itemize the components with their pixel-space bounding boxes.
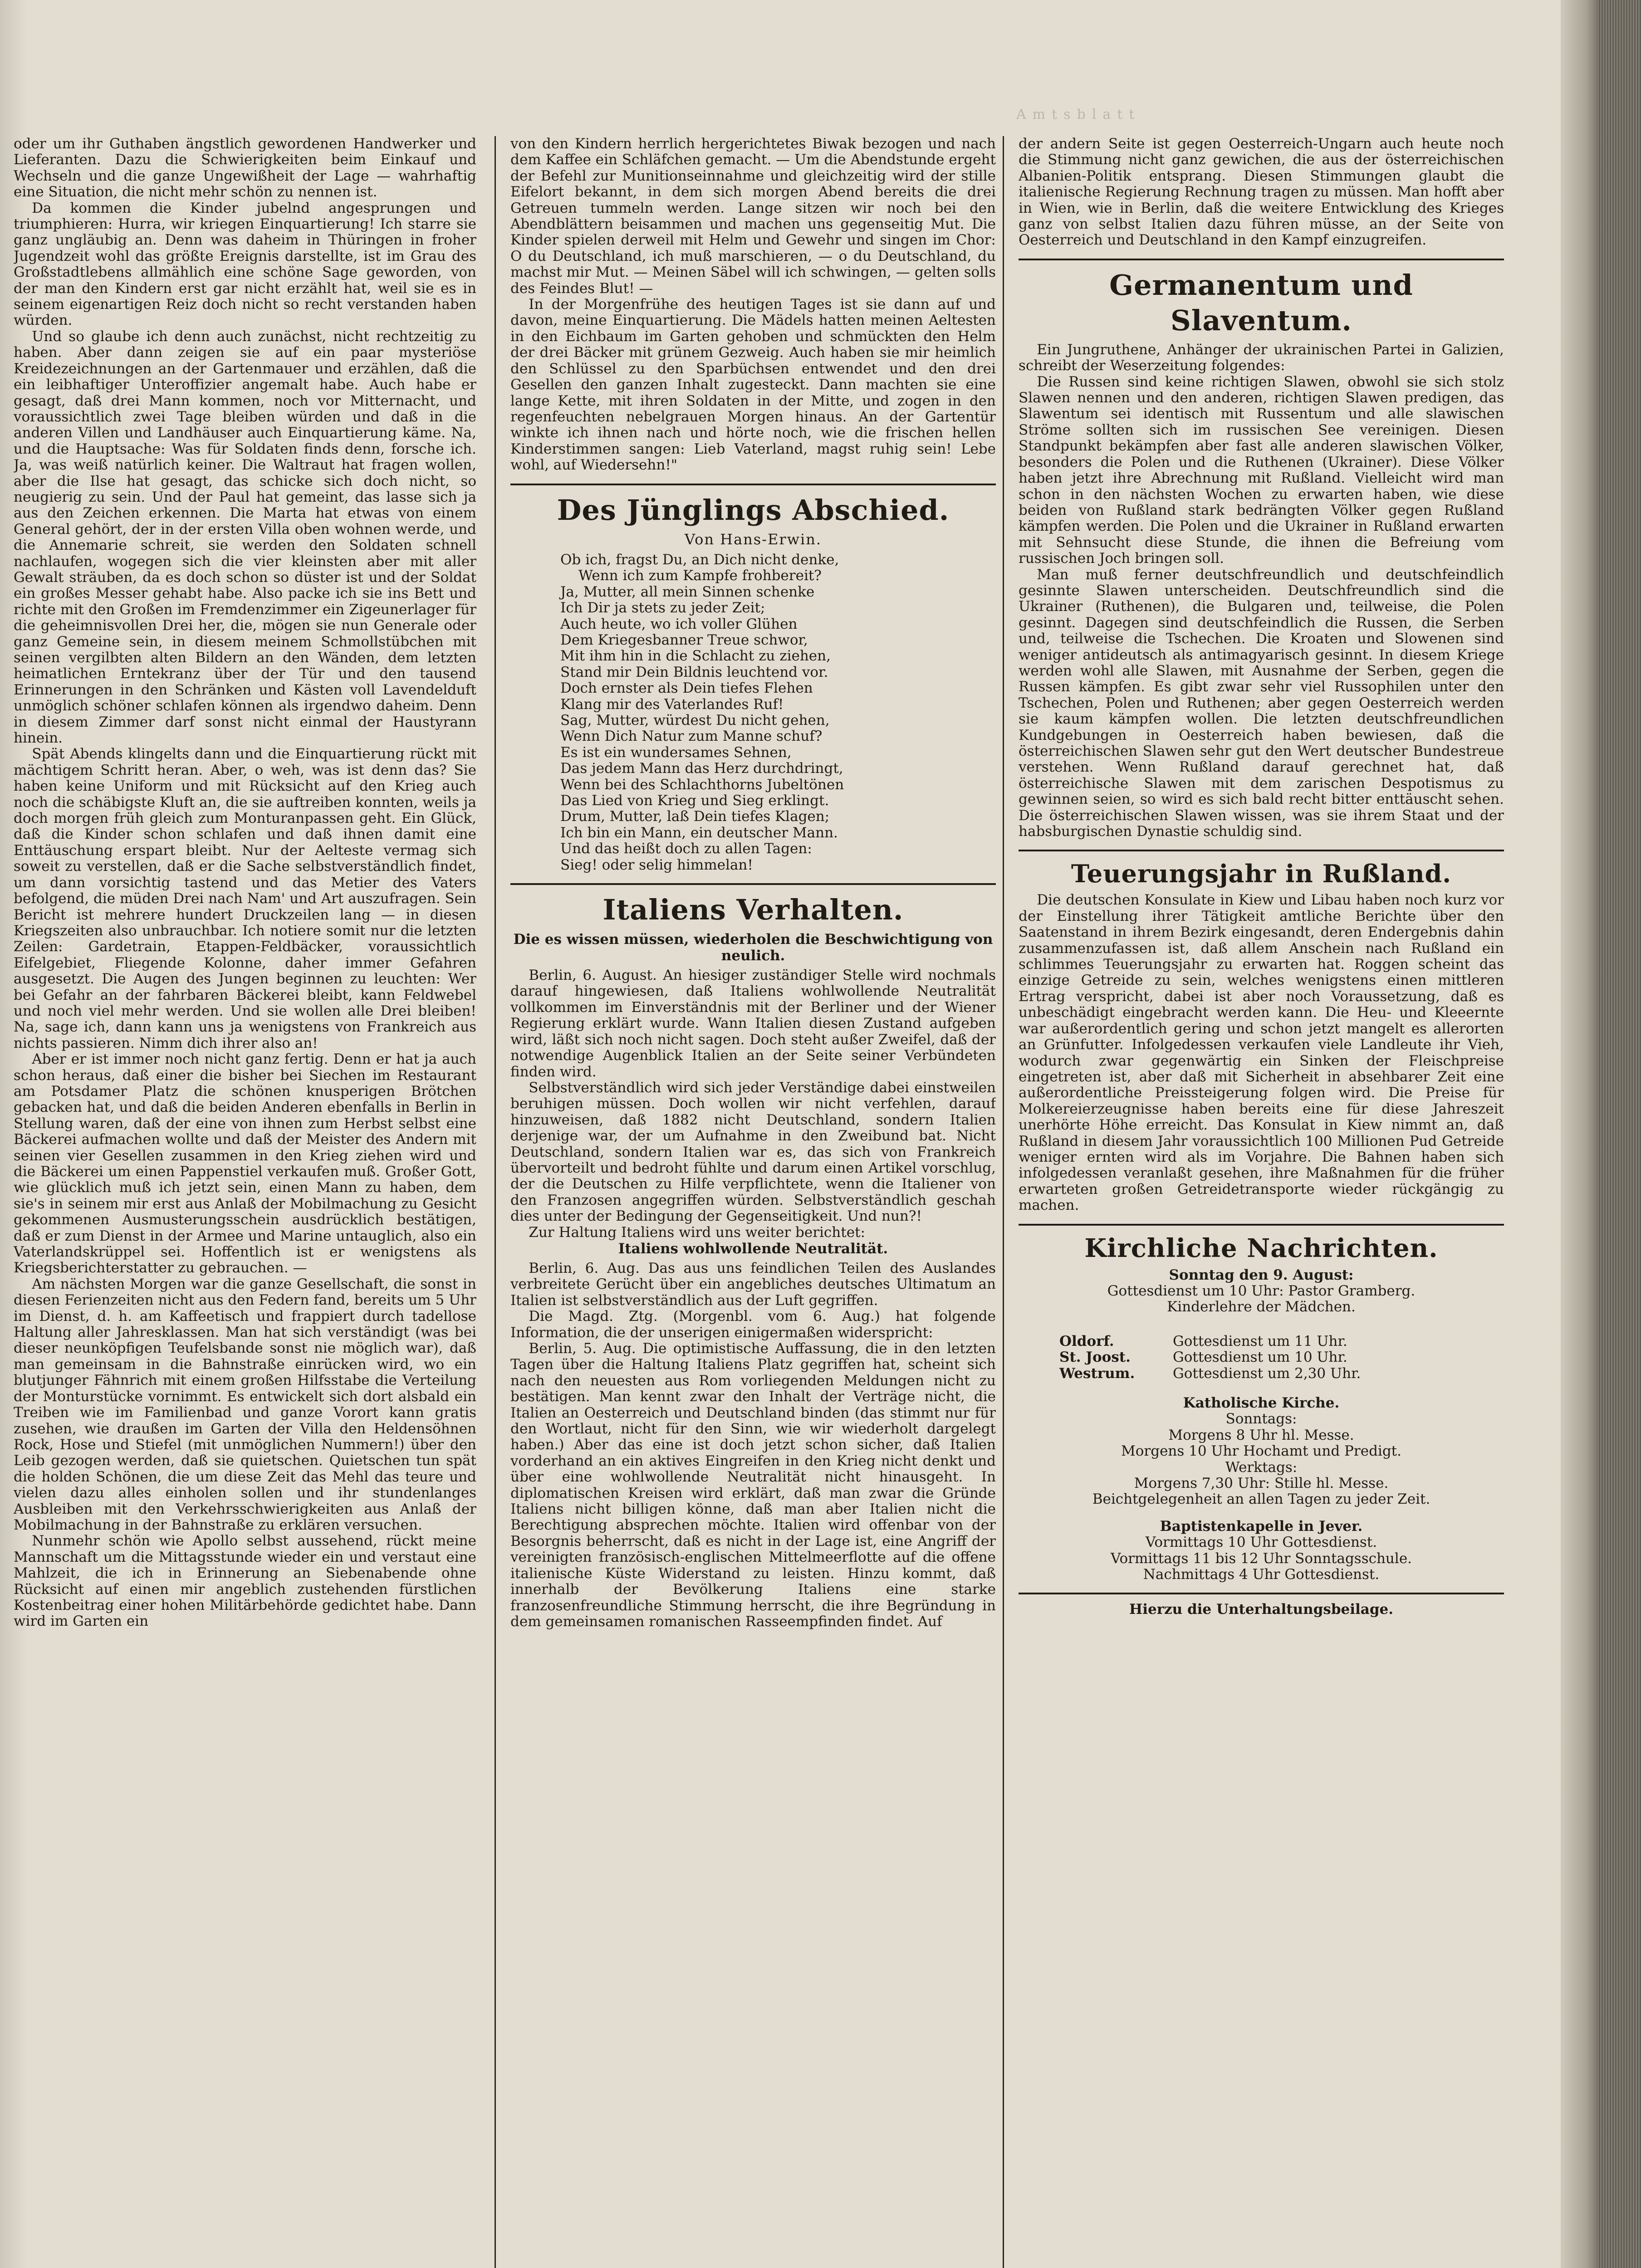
church-line: Kinderlehre der Mädchen. bbox=[1167, 1299, 1356, 1315]
article-paragraph: Die Magd. Ztg. (Morgenbl. vom 6. Aug.) hat folgende Information, die der unserigen einigermaßen widerspricht: bbox=[510, 1308, 996, 1341]
poem-line: Auch heute, wo ich voller Glühen bbox=[560, 616, 798, 632]
article-paragraph: Berlin, 5. Aug. Die optimistische Auffassung, die in den letzten Tagen über die Haltung Italiens Platz gegriffen hat, scheint sich nach den neuesten aus Rom vorliegenden Meldungen nicht zu bestätigen. Man kennt zwar den Inhalt der Verträge nicht, die Italien an Oesterreich und Deutschland binden (das stimmt nur für den Wortlaut, nicht für den Sinn, wie wir wiederholt dargelegt haben.) Aber das eine ist doch jetzt schon sicher, daß Italien vorderhand an ein aktives Eingreifen in den Krieg nicht denkt und über eine wohlwollende Neutralität nicht hinausgeht. In diplomatischen Kreisen wird erklärt, daß man zwar die Gründe Italiens nicht billigen könne, daß man aber Italien nicht die Berechtigung absprechen möchte. Italien wird offenbar von der Besorgnis beherrscht, daß es nicht in der Lage ist, eine Angriff der vereinigten französisch-englischen Mittelmeerflotte auf die offene italienische Küste Widerstand zu leisten. Hinzu kommt, daß innerhalb der Bevölkerung Italiens eine starke franzosenfreundliche Stimmung herrscht, die ihre Begründung in dem gemeinsamen romanischen Rasseempfinden findet. Auf bbox=[510, 1340, 996, 1630]
book-spine-shadow bbox=[1561, 0, 1597, 2268]
poem-line: Ich bin ein Mann, ein deutscher Mann. bbox=[560, 824, 838, 841]
church-line: Morgens 7,30 Uhr: Stille hl. Messe. bbox=[1134, 1475, 1389, 1492]
article-paragraph: Zur Haltung Italiens wird uns weiter berichtet: bbox=[529, 1224, 865, 1241]
church-notices-title: Kirchliche Nachrichten. bbox=[1084, 1233, 1438, 1263]
church-line: Morgens 8 Uhr hl. Messe. bbox=[1168, 1427, 1354, 1443]
church-service: Gottesdienst um 10 Uhr. bbox=[1173, 1349, 1347, 1366]
poem-line: Das Lied von Krieg und Sieg erklingt. bbox=[560, 792, 829, 809]
poem-line: Sag, Mutter, würdest Du nicht gehen, bbox=[560, 712, 830, 728]
poem-line: Das jedem Mann das Herz durchdringt, bbox=[560, 760, 843, 777]
article-paragraph: Nunmehr schön wie Apollo selbst aussehend, rückt meine Mannschaft um die Mittagsstunde wieder ein und verstaut eine Mahlzeit, die ich in Erinnerung an Siebenabende ohne Rücksicht auf einen mir angeblich zustehenden fürstlichen Kostenbeitrag einer hohen Militärbehörde gedichtet habe. Dann wird im Garten ein bbox=[14, 1533, 476, 1630]
poem-line: Sieg! oder selig himmelan! bbox=[560, 856, 753, 873]
article-paragraph: von den Kindern herrlich hergerichtetes Biwak bezogen und nach dem Kaffee ein Schläfchen gemacht. — Um die Abendstunde ergeht der Befehl zur Munitionseinnahme und gleichzeitig wird der stille Eifelort bekannt, in dem sich morgen Abend bereits die drei Getreuen tummeln werden. Lange sitzen wir noch bei den Abendblättern beisammen und machen uns gegenseitig Mut. Die Kinder spielen derweil mit Helm und Gewehr und singen im Chor: O du Deutschland, ich muß marschieren, — o du Deutschland, du machst mir Mut. — Meinen Säbel will ich schwingen, — gelten solls des Feindes Blut! — bbox=[510, 136, 996, 297]
article-paragraph: Die deutschen Konsulate in Kiew und Libau haben noch kurz vor der Einstellung ihrer Tätigkeit amtliche Berichte über den Saatenstand in ihrem Bezirk eingesandt, deren Endergebnis dahin zusammenzufassen ist, daß allem Anschein nach Rußland ein schlimmes Teuerungsjahr zu erwarten hat. Roggen scheint das einzige Getreide zu sein, welches wenigstens einen mittleren Ertrag verspricht, dabei ist aber noch Voraussetzung, daß es unbeschädigt eingebracht werden kann. Die Heu- und Kleeernte war außerordentlich gering und schon jetzt mangelt es allerorten an Grünfutter. Infolgedessen verkaufen viele Landleute ihr Vieh, wodurch zwar gegenwärtig ein Sinken der Fleischpreise eingetreten ist, aber daß mit Sicherheit in absehbarer Zeit eine außerordentliche Preissteigerung folgen wird. Die Preise für Molkereierzeugnisse haben bereits eine für diese Jahreszeit unerhörte Höhe erreicht. Das Konsulat in Kiew nimmt an, daß Rußland in diesem Jahr voraussichtlich 100 Millionen Pud Getreide weniger ernten wird als im Vorjahre. Die Bahnen haben sich infolgedessen veranlaßt gesehen, ihre Maßnahmen für die früher erwarteten großen Getreidetransporte wieder rückgängig zu machen. bbox=[1019, 892, 1504, 1214]
supplement-note: Hierzu die Unterhaltungsbeilage. bbox=[1129, 1601, 1394, 1618]
page-edges bbox=[1597, 0, 1641, 2268]
church-service: Gottesdienst um 2,30 Uhr. bbox=[1173, 1365, 1361, 1382]
church-place: St. Joost. bbox=[1059, 1349, 1131, 1366]
column-3 bbox=[1019, 136, 1504, 2268]
poem-line: Mit ihm hin in die Schlacht zu ziehen, bbox=[560, 648, 831, 665]
article-paragraph: Berlin, 6. August. An hiesiger zuständiger Stelle wird nochmals darauf hingewiesen, daß Italiens wohlwollende Neutralität vollkommen im Einverständnis mit der Berliner und der Wiener Regierung erklärt wurde. Wann Italien diesen Zustand aufgeben wird, läßt sich noch nicht sagen. Doch steht außer Zweifel, daß der notwendige Augenblick Italien an der Seite seiner Verbündeten finden wird. bbox=[510, 967, 996, 1080]
article-paragraph: Und so glaube ich denn auch zunächst, nicht rechtzeitig zu haben. Aber dann zeigen sie auf ein paar mysteriöse Kreidezeichnungen an der Gartenmauer und erzählen, daß die ein leibhaftiger Unteroffizier angemalt habe. Auch habe er gesagt, daß drei Mann kommen, noch vor Mitternacht, und voraussichtlich zwei Tage bleiben würden und daß in die anderen Villen und Landhäuser auch Einquartierung käme. Na, und die Hauptsache: Was für Soldaten finds denn, forsche ich. Ja, was weiß natürlich keiner. Die Waltraut hat fragen wollen, aber die Ilse hat gesagt, das schicke sich doch nicht, so neugierig zu sein. Und der Paul hat gemeint, das lasse sich ja aus den Zeichen erkennen. Die Marta hat etwas von einem General gehört, der in der ersten Villa oben wohnen werde, und die Annemarie schreit, sie werden den Soldaten schnell nachlaufen, wogegen sich die vier kleinsten aber mit aller Gewalt sträuben, da es doch schon so düster ist und der Soldat ein großes Messer gehabt habe. Also packe ich sie ins Bett und richte mit den Großen im Fremdenzimmer ein Zigeunerlager für die geheimnisvollen Drei her, die, mögen sie nun Generale oder ganz Gemeine sein, in diesem meinem Schmollstübchen mit seinen vergilbten alten Bildern an den Wänden, dem letzten heimatlichen Erntekranz über der Tür und den tausend Erinnerungen in den Schränken und Kästen voll Lavendelduft unmöglich schöner schlafen können als irgendwo daheim. Denn in diesem Zimmer darf sonst nicht einmal der Haustyrann hinein. bbox=[14, 328, 476, 747]
section-divider bbox=[1019, 1224, 1504, 1226]
poem-line: Wenn Dich Natur zum Manne schuf? bbox=[560, 728, 823, 745]
section-divider bbox=[1019, 259, 1504, 260]
church-line: Vormittags 10 Uhr Gottesdienst. bbox=[1145, 1534, 1377, 1551]
poem-byline: Von Hans-Erwin. bbox=[684, 530, 822, 548]
church-line: Nachmittags 4 Uhr Gottesdienst. bbox=[1143, 1566, 1380, 1583]
article-subheadline: Die es wissen müssen, wiederholen die Beschwichtigung von neulich. bbox=[513, 931, 993, 964]
catholic-church-title: Katholische Kirche. bbox=[1183, 1395, 1340, 1411]
baptist-chapel-title: Baptistenkapelle in Jever. bbox=[1160, 1518, 1363, 1535]
article-headline: Italiens Verhalten. bbox=[603, 893, 904, 927]
article-headline: Teuerungsjahr in Rußland. bbox=[1071, 859, 1452, 889]
column-rule bbox=[1003, 136, 1004, 2268]
article-paragraph: Die Russen sind keine richtigen Slawen, obwohl sie sich stolz Slawen nennen und den anderen, richtigen Slawen predigen, das Slawentum sei identisch mit Russentum und alle slawischen Ströme sollten sich im russischen See vereinigen. Diesen Standpunkt bekämpfen aber fast alle anderen slawischen Völker, besonders die Polen und die Ruthenen (Ukrainer). Diese Völker haben jetzt ihre Abrechnung mit Rußland. Vielleicht wird man schon in den nächsten Wochen zu erwarten haben, wie diese beiden von Rußland stark bedrängten Völker gegen Rußland kämpfen werden. Die Polen und die Ukrainer in Rußland erwarten mit Sehnsucht diese Stunde, die ihnen die Befreiung vom russischen Joch bringen soll. bbox=[1019, 373, 1504, 567]
poem bbox=[560, 552, 996, 873]
column-2 bbox=[510, 136, 996, 2268]
poem-line: Ich Dir ja stets zu jeder Zeit; bbox=[560, 600, 765, 616]
poem-line: Dem Kriegesbanner Treue schwor, bbox=[560, 631, 808, 648]
poem-line: Klang mir des Vaterlandes Ruf! bbox=[560, 696, 784, 713]
section-divider bbox=[510, 883, 996, 885]
column-rule bbox=[495, 136, 496, 2268]
poem-line: Wenn bei des Schlachthorns Jubeltönen bbox=[560, 776, 844, 793]
article-paragraph: Selbstverständlich wird sich jeder Verständige dabei einstweilen beruhigen müssen. Doch wollen wir nicht verfehlen, darauf hinzuweisen, daß 1882 nicht Deutschland, sondern Italien derjenige war, der um Aufnahme in den Zweibund bat. Nicht Deutschland, sondern Italien war es, das sich von Frankreich übervorteilt und bedroht fühlte und darum einen Artikel vorschlug, der die Deutschen zu Hilfe verpflichtete, wenn die Italiener von den Franzosen angegriffen würden. Selbstverständlich geschah dies unter der Bedingung der Gegenseitigkeit. Und nun?! bbox=[510, 1079, 996, 1225]
church-place: Westrum. bbox=[1059, 1365, 1135, 1382]
poem-line: Ja, Mutter, all mein Sinnen schenke bbox=[560, 583, 815, 600]
poem-line: Ob ich, fragst Du, an Dich nicht denke, bbox=[560, 551, 839, 568]
church-place-row bbox=[1019, 1366, 1504, 1382]
article-paragraph: Am nächsten Morgen war die ganze Gesellschaft, die sonst in diesen Ferienzeiten nicht aus den Federn fand, bereits um 5 Uhr im Dienst, d. h. am Kaffeetisch und frappiert durch tadellose Haltung aller Jahresklassen. Man hat sich verständigt (was bei dieser neunköpfigen Teufelsbande sonst nie möglich war), daß man gemeinsam in die Bahnstraße einrücken wird, wo ein blutjunger Fähnrich mit einem großen Hilfsstabe die Verteilung der Monturstücke vornimmt. Es entwickelt sich dort alsbald ein Treiben wie im Familienbad und ganze Vorort kann gratis zusehen, wie draußen im Garten der Villa den Heldensöhnen Rock, Hose und Stiefel (mit unmöglichen Nummern!) über den Leib gezogen werden, daß sie quietschen. Quietschen tun spät die holden Schönen, die um diese Zeit das Mehl das teure und vielen dazu alles einholen sollen und ihr stundenlanges Ausbleiben mit den Verkehrsschwierigkeiten aus Anlaß der Mobilmachung in der Bahnstraße zu erklären versuchen. bbox=[14, 1276, 476, 1533]
church-place: Oldorf. bbox=[1059, 1333, 1114, 1349]
church-label: Werktags: bbox=[1225, 1459, 1298, 1476]
article-headline: Germanentum und Slaventum. bbox=[1109, 268, 1413, 337]
poem-line: Doch ernster als Dein tiefes Flehen bbox=[560, 680, 813, 697]
column-1 bbox=[14, 136, 476, 2268]
article-paragraph: Da kommen die Kinder jubelnd angesprungen und triumphieren: Hurra, wir kriegen Einquartierung! Ich starre sie ganz ungläubig an. Denn was daheim in Thüringen in froher Jugendzeit wohl das größte Ereignis darstellte, ist im Grau des Großstadtlebens allmählich eine schöne Sage geworden, von der man den Kindern erst gar nicht erzählt hat, weil sie es in seinem eigenartigen Reiz doch nicht so recht verstanden haben würden. bbox=[14, 200, 476, 329]
poem-line: Es ist ein wundersames Sehnen, bbox=[560, 744, 792, 761]
church-place-row bbox=[1019, 1349, 1504, 1365]
article-subheadline: Italiens wohlwollende Neutralität. bbox=[618, 1240, 888, 1257]
article-paragraph: Spät Abends klingelts dann und die Einquartierung rückt mit mächtigem Schritt heran. Aber, o weh, was ist denn das? Sie haben keine Uniform und mit Rücksicht auf den Krieg auch noch die schäbigste Kluft an, die sie auftreiben konnten, weils ja doch morgen früh gleich zum Monturanpassen geht. Ein Glück, daß die Kinder schon schlafen und daß ihnen damit eine Enttäuschung erspart bleibt. Nur der Aelteste vermag sich soweit zu verstellen, daß er die Sache selbstverständlich findet, um dann vorsichtig tastend und das Metier des Vaters befolgend, die müden Drei nach Nam' und Art auszufragen. Sein Bericht ist mehrere hundert Druckzeilen lang — in diesen Kriegszeiten also unbrauchbar. Ich notiere somit nur die letzten Zeilen: Gardetrain, Etappen-Feldbäcker, voraussichtlich Eifelgebiet, Fliegende Kolonne, daher immer Gefahren ausgesetzt. Die Augen des Jungen beginnen zu leuchten: Wer bei Gefahr an der fahrbaren Bäckerei bleibt, kann Feldwebel und noch viel mehr werden. Und sie wollen alle Drei bleiben! Na, sage ich, dann kann uns ja wenigstens von Frankreich aus nichts passieren. Nimm dich ihrer also an! bbox=[14, 746, 476, 1051]
section-divider bbox=[510, 484, 996, 485]
church-line: Beichtgelegenheit an allen Tagen zu jeder Zeit. bbox=[1092, 1491, 1430, 1508]
church-date: Sonntag den 9. August: bbox=[1169, 1266, 1354, 1283]
church-line: Gottesdienst um 10 Uhr: Pastor Gramberg. bbox=[1107, 1282, 1416, 1299]
article-paragraph: In der Morgenfrühe des heutigen Tages ist sie dann auf und davon, meine Einquartierung. Die Mädels hatten meinen Aeltesten in den Eichbaum im Garten gehoben und schmückten den Helm der drei Bäcker mit grünem Gezweig. Auch haben sie mir heimlich den Schlüssel zu den Sparbüchsen entwendet und den drei Gesellen den ganzen Inhalt zugesteckt. Dann machten sie eine lange Kette, mit ihren Soldaten in der Mitte, und zogen in den regenfeuchten nebelgrauen Morgen hinaus. An der Gartentür winkte ich ihnen nach und hörte noch, wie die frischen hellen Kinderstimmen sangen: Lieb Vaterland, magst ruhig sein! Lebe wohl, auf Wiedersehn!" bbox=[510, 296, 996, 474]
article-paragraph: der andern Seite ist gegen Oesterreich-Ungarn auch heute noch die Stimmung nicht ganz gewichen, die aus der österreichischen Albanien-Politik entsprang. Diesen Stimmungen glaubt die italienische Regierung Rechnung tragen zu müssen. Man hofft aber in Wien, wie in Berlin, daß die weitere Entwicklung des Krieges ganz von selbst Italien dazu führen müsse, an der Seite von Oesterreich und Deutschland in den Kampf einzugreifen. bbox=[1019, 136, 1504, 249]
poem-line: Wenn ich zum Kampfe frohbereit? bbox=[578, 567, 822, 584]
church-line: Vormittags 11 bis 12 Uhr Sonntagsschule. bbox=[1110, 1550, 1412, 1567]
church-label: Sonntags: bbox=[1225, 1411, 1297, 1427]
poem-line: Und das heißt doch zu allen Tagen: bbox=[560, 841, 812, 857]
article-paragraph: Berlin, 6. Aug. Das aus uns feindlichen Teilen des Auslandes verbreitete Gerücht über ein angebliches deutsches Ultimatum an Italien ist selbstverständlich aus der Luft gegriffen. bbox=[510, 1260, 996, 1309]
poem-line: Drum, Mutter, laß Dein tiefes Klagen; bbox=[560, 808, 830, 825]
article-paragraph: Man muß ferner deutschfreundlich und deutschfeindlich gesinnte Slawen unterscheiden. Deutschfreundlich sind die Ukrainer (Ruthenen), die Bulgaren und, teilweise, die Polen gesinnt. Dagegen sind deutschfeindlich die Russen, die Serben und, teilweise die Tschechen. Die Kroaten und Slowenen sind weniger antideutsch als antimagyarisch gesinnt. In diesem Kriege werden wohl alle Slawen, mit Ausnahme der Serben, gegen die Russen kämpfen. Es gibt zwar sehr viel Russophilen unter den Tschechen, Polen und Ruthenen; aber gegen Oesterreich werden sie kaum kämpfen wollen. Die letzten deutschfreundlichen Kundgebungen in Oesterreich haben bewiesen, daß die österreichischen Slawen sehr gut den Wert deutscher Bundestreue verstehen. Wenn Rußland darauf gerechnet hat, daß österreichische Slawen mit dem zarischen Despotismus zu gewinnen seien, so wird es sich bald recht bitter enttäuscht sehen. Die österreichischen Slawen wissen, was sie ihrem Staat und der habsburgischen Dynastie schuldig sind. bbox=[1019, 566, 1504, 840]
church-place-row bbox=[1019, 1334, 1504, 1349]
article-paragraph: Ein Jungruthene, Anhänger der ukrainischen Partei in Galizien, schreibt der Weserzeitung folgendes: bbox=[1019, 341, 1504, 374]
section-divider bbox=[1019, 850, 1504, 851]
poem-title: Des Jünglings Abschied. bbox=[557, 493, 950, 527]
church-line: Morgens 10 Uhr Hochamt und Predigt. bbox=[1121, 1443, 1401, 1460]
section-divider bbox=[1019, 1593, 1504, 1594]
masthead-faint: Amtsblatt bbox=[1016, 107, 1141, 122]
church-service: Gottesdienst um 11 Uhr. bbox=[1173, 1333, 1347, 1349]
poem-line: Stand mir Dein Bildnis leuchtend vor. bbox=[560, 664, 828, 680]
article-paragraph: oder um ihr Guthaben ängstlich gewordenen Handwerker und Lieferanten. Dazu die Schwierigkeiten beim Einkauf und Wechseln und die ganze Ungewißheit der Lage — wahrhaftig eine Situation, die nicht mehr schön zu nennen ist. bbox=[14, 136, 476, 200]
article-paragraph: Aber er ist immer noch nicht ganz fertig. Denn er hat ja auch schon heraus, daß einer die bisher bei Siechen im Restaurant am Potsdamer Platz die schönen knusperigen Brötchen gebacken hat, und daß die beiden Anderen ebenfalls in Berlin in Stellung waren, daß der eine von ihnen zum Herbst selbst eine Bäckerei aufmachen wollte und daß der Meister des Andern mit seinen vier Gesellen zusammen in den Krieg ziehen wird und die Bäckerei um einen Pappenstiel verkaufen muß. Großer Gott, wie glücklich muß ich jetzt sein, einen Mann zu haben, dem sie's in seinem mir erst aus Anlaß der Mobilmachung zu Gesicht gekommenen Ausmusterungsschein ausdrücklich bestätigen, daß er zum Dienst in der Armee und Marine untauglich, also ein Vaterlandskrüppel sei. Hoffentlich ist er wenigstens als Kriegsberichterstatter zu gebrauchen. — bbox=[14, 1051, 476, 1276]
